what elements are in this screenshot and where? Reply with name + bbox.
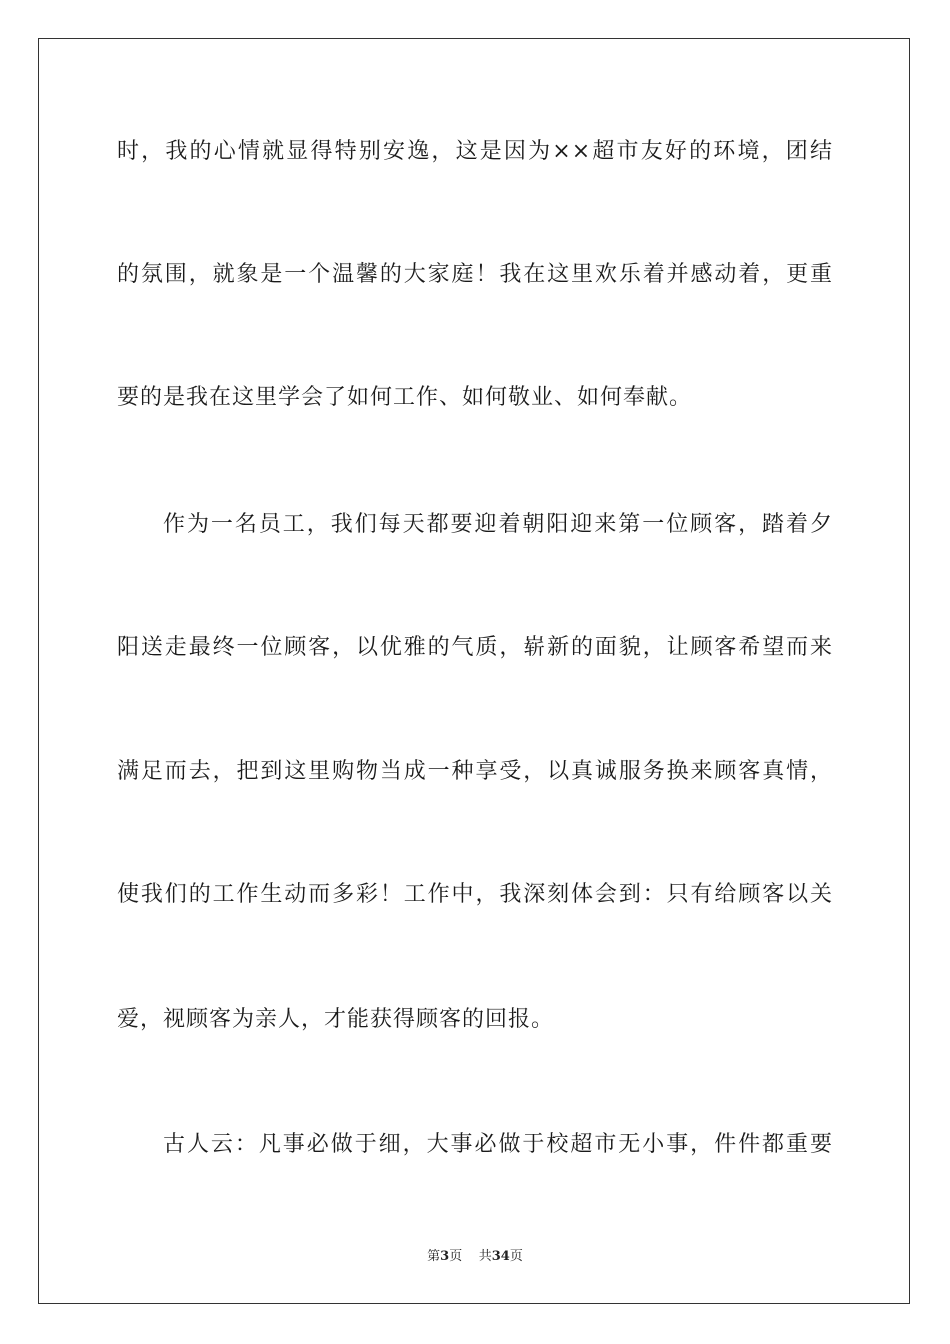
total-pages: 34 xyxy=(491,1249,510,1264)
paragraph-line: 使我们的工作生动而多彩！工作中，我深刻体会到：只有给顾客以关 xyxy=(117,882,833,907)
paragraph-line: 爱，视顾客为亲人，才能获得顾客的回报。 xyxy=(117,1007,555,1032)
paragraph-line: 要的是我在这里学会了如何工作、如何敬业、如何奉献。 xyxy=(117,385,693,410)
paragraph-line: 满足而去，把到这里购物当成一种享受，以真诚服务换来顾客真情， xyxy=(117,759,833,784)
paragraph-line: 阳送走最终一位顾客，以优雅的气质，崭新的面貌，让顾客希望而来 xyxy=(117,635,833,660)
total-suffix: 页 xyxy=(509,1249,523,1264)
paragraph-line: 时，我的心情就显得特别安逸，这是因为××超市友好的环境，团结 xyxy=(117,139,833,164)
paragraph-line: 的氛围，就象是一个温馨的大家庭！我在这里欢乐着并感动着，更重 xyxy=(117,262,833,287)
paragraph-line: 古人云：凡事必做于细，大事必做于校超市无小事，件件都重要 xyxy=(163,1132,833,1157)
page-footer xyxy=(0,1248,950,1266)
total-prefix: 共 xyxy=(478,1249,492,1264)
page-border xyxy=(38,38,910,1304)
page-number: 3 xyxy=(440,1249,450,1264)
page-suffix: 页 xyxy=(449,1249,463,1264)
page-prefix: 第 xyxy=(427,1249,441,1264)
paragraph-line: 作为一名员工，我们每天都要迎着朝阳迎来第一位顾客，踏着夕 xyxy=(163,512,833,537)
